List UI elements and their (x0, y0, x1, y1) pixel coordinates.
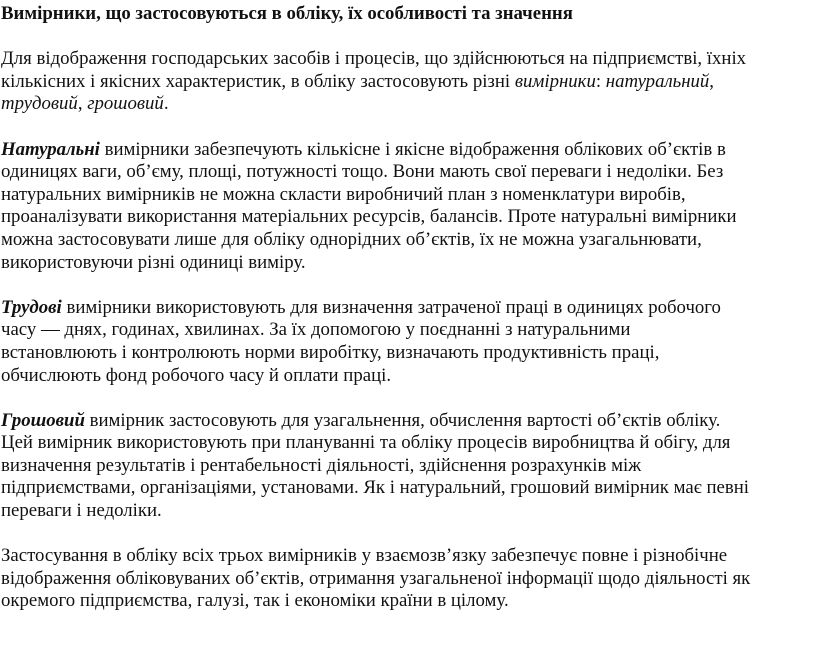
natural-line: проаналізувати використання матеріальних ресурсів, балансів. Проте натуральні вимірники (1, 206, 737, 228)
money-paragraph (1, 410, 816, 523)
labor-lead: Трудові (1, 296, 62, 318)
intro-comma: , (709, 70, 714, 92)
paragraph-spacer (1, 116, 816, 139)
document-title: Вимірники, що застосовуються в обліку, їх особливості та значення (1, 3, 573, 24)
paragraph-spacer (1, 274, 816, 297)
conclusion-line: окремого підприємства, галузі, так і економіки країни в цілому. (1, 590, 509, 612)
kind-natural: натуральний (605, 70, 710, 92)
intro-colon: : (595, 70, 606, 92)
intro-line (1, 93, 816, 116)
paragraph-spacer (1, 387, 816, 410)
money-line: Цей вимірник використовують при плануванні та обліку процесів виробництва й обігу, для (1, 432, 731, 454)
labor-line (1, 297, 816, 320)
measurer-term: вимірники (514, 70, 596, 92)
natural-line (1, 139, 816, 162)
labor-paragraph (1, 297, 816, 387)
intro-end: . (163, 93, 169, 115)
natural-line: одиницях ваги, об’єму, площі, потужності тощо. Вони мають свої переваги і недоліки. Без (1, 161, 724, 183)
conclusion-line: Застосування в обліку всіх трьох вимірників у взаємозв’язку забезпечує повне і різнобічне (1, 545, 728, 567)
natural-line: використовуючи різні одиниці виміру. (1, 251, 306, 273)
money-line: підприємствами, організаціями, установами. Як і натуральний, грошовий вимірник має певні (1, 477, 749, 499)
paragraph-spacer (1, 523, 816, 546)
conclusion-paragraph (1, 545, 816, 613)
money-line (1, 410, 816, 433)
labor-line: часу — днях, годинах, хвилинах. За їх допомогою у поєднанні з натуральними (1, 319, 631, 341)
labor-first-text: вимірники використовують для визначення затраченої праці в одиницях робочого (61, 296, 721, 318)
labor-line: обчислюють фонд робочого часу й оплати праці. (1, 364, 392, 386)
natural-lead: Натуральні (1, 138, 100, 160)
kind-labor: трудовий (1, 93, 78, 115)
intro-text: кількісних і якісних характеристик, в обліку застосовують різні (1, 70, 515, 92)
natural-line: можна застосовувати лише для обліку однорідних об’єктів, їх не можна узагальнювати, (1, 228, 702, 250)
conclusion-line: відображення обліковуваних об’єктів, отримання узагальненої інформації щодо діяльності як (1, 567, 751, 589)
money-line: переваги і недоліки. (1, 500, 162, 522)
natural-first-text: вимірники забезпечують кількісне і якісне відображення облікових об’єктів в (99, 138, 726, 160)
intro-line: Для відображення господарських засобів і процесів, що здійснюються на підприємстві, їхніх (1, 48, 747, 70)
intro-line (1, 71, 816, 94)
natural-paragraph (1, 139, 816, 275)
money-line: визначення результатів і рентабельності діяльності, здійснення розрахунків між (1, 454, 642, 476)
intro-comma: , (77, 93, 88, 115)
money-lead: Грошовий (1, 409, 85, 431)
intro-paragraph (1, 48, 816, 116)
money-first-text: вимірник застосовують для узагальнення, обчислення вартості об’єктів обліку. (84, 409, 721, 431)
kind-money: грошовий (87, 93, 164, 115)
labor-line: встановлюють і контролюють норми виробітку, визначають продуктивність праці, (1, 341, 660, 363)
natural-line: натуральних вимірників не можна скласти виробничий план з номенклатури виробів, (1, 183, 686, 205)
paragraph-spacer (1, 26, 816, 49)
